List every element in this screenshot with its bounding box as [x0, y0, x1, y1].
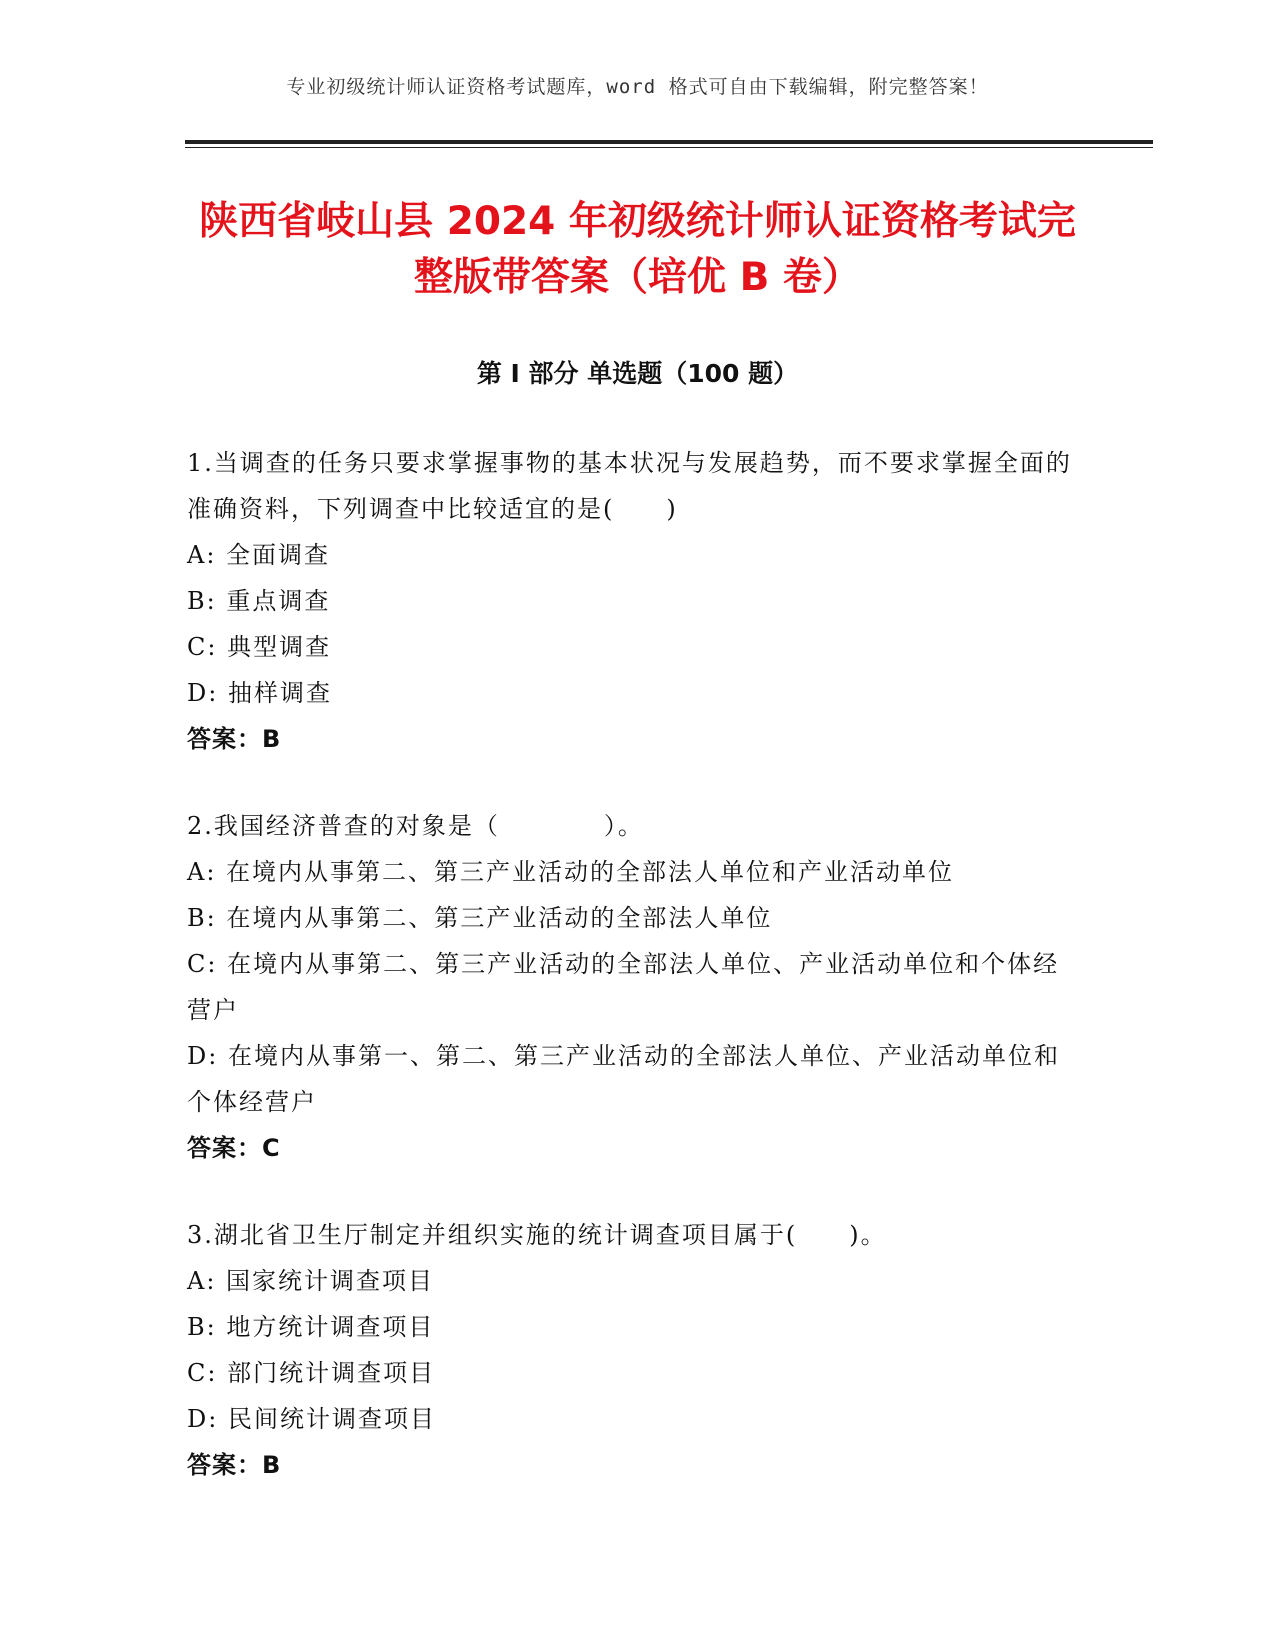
option-b: B: 地方统计调查项目	[187, 1313, 435, 1341]
option-d: D: 抽样调查	[187, 679, 332, 707]
header-note: 专业初级统计师认证资格考试题库，word 格式可自由下载编辑，附完整答案！	[286, 76, 989, 98]
header-rule-thin	[185, 147, 1153, 148]
option-b: B: 重点调查	[187, 587, 331, 615]
option-a: A: 全面调查	[187, 541, 331, 569]
option-a: A: 在境内从事第二、第三产业活动的全部法人单位和产业活动单位	[187, 858, 955, 886]
question-2	[187, 803, 1077, 1171]
option-d: D: 在境内从事第一、第二、第三产业活动的全部法人单位、产业活动单位和个体经营户	[187, 1042, 1060, 1116]
option-c: C: 部门统计调查项目	[187, 1359, 436, 1387]
answer: 答案：C	[187, 1134, 281, 1162]
document-title: 陕西省岐山县 2024 年初级统计师认证资格考试完整版带答案（培优 B 卷）	[199, 199, 1076, 300]
question-1	[187, 440, 1077, 762]
header-rule-thick	[185, 140, 1153, 144]
question-3	[187, 1212, 1077, 1488]
question-text: 1.当调查的任务只要求掌握事物的基本状况与发展趋势，而不要求掌握全面的准确资料，下列调查中比较适宜的是( )	[187, 449, 1072, 523]
option-a: A: 国家统计调查项目	[187, 1267, 435, 1295]
answer: 答案：B	[187, 725, 282, 753]
question-text: 3.湖北省卫生厅制定并组织实施的统计调查项目属于( )。	[187, 1221, 887, 1249]
option-c: C: 典型调查	[187, 633, 332, 661]
answer: 答案：B	[187, 1451, 282, 1479]
option-c: C: 在境内从事第二、第三产业活动的全部法人单位、产业活动单位和个体经营户	[187, 950, 1060, 1024]
section-heading: 第 I 部分 单选题（100 题）	[476, 359, 799, 388]
question-text: 2.我国经济普查的对象是（ ）。	[187, 812, 644, 840]
question-list	[187, 440, 1077, 1529]
option-d: D: 民间统计调查项目	[187, 1405, 436, 1433]
option-b: B: 在境内从事第二、第三产业活动的全部法人单位	[187, 904, 773, 932]
